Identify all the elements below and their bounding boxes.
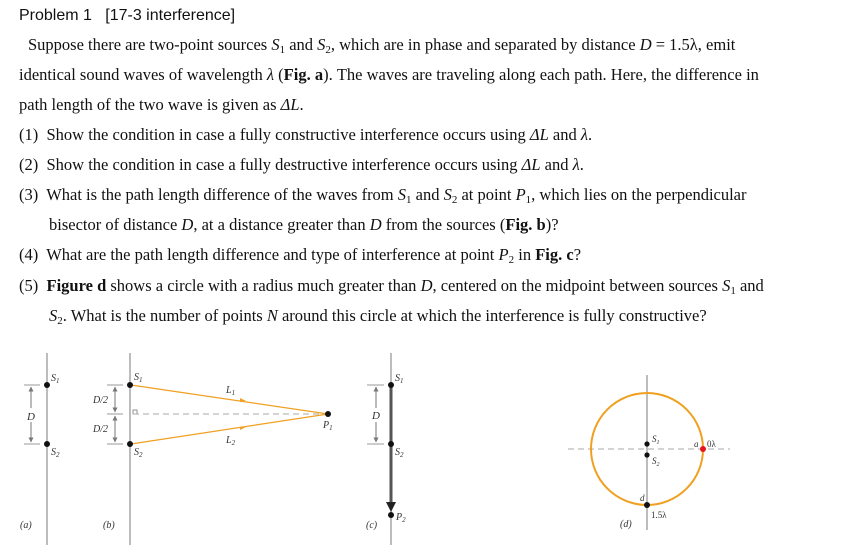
- intro-line-2: [19, 65, 759, 85]
- var-lambda: λ: [572, 155, 580, 174]
- label-p2: $P_2$: [396, 512, 406, 524]
- question-number: (1): [19, 125, 39, 144]
- intro-text: ). The waves are traveling along each path. Here, the difference in: [323, 65, 759, 84]
- var-d: D: [181, 215, 194, 234]
- label-l2: $L_2$: [226, 435, 236, 447]
- source-s1: $S_1$: [271, 35, 286, 56]
- var-lambda: λ: [266, 65, 275, 84]
- figure-d: [568, 375, 730, 530]
- question-text: .: [579, 155, 584, 174]
- label-p1: $P_1$: [323, 420, 333, 432]
- question-number: (3): [19, 185, 39, 204]
- question-number: (5): [19, 276, 39, 295]
- intro-text: = 1.5λ, emit: [651, 35, 736, 54]
- label-s2: $S_2$: [652, 456, 660, 468]
- var-lambda: λ: [580, 125, 588, 144]
- intro-text: identical sound waves of wavelength: [19, 65, 263, 84]
- label-d: D: [27, 411, 35, 423]
- question-text: in: [518, 245, 532, 264]
- question-text: Show the condition in case a fully destructive interference occurs using: [46, 155, 518, 174]
- question-text: , at a distance greater than: [193, 215, 366, 234]
- question-text: and: [552, 125, 577, 144]
- source-s2-dot: [388, 441, 394, 447]
- source-s2: $S_2$: [49, 306, 63, 327]
- question-text: at point: [461, 185, 512, 204]
- question-4: [19, 245, 581, 266]
- question-text: and: [544, 155, 569, 174]
- source-s1-dot: [127, 382, 133, 388]
- label-d: D: [372, 410, 380, 422]
- source-s2: $S_2$: [317, 35, 331, 56]
- label-half-d-top: D/2: [93, 395, 108, 406]
- question-text: and: [415, 185, 440, 204]
- var-n: N: [266, 306, 278, 325]
- figure-c: [366, 353, 406, 545]
- fig-c-ref: Fig. c: [535, 245, 574, 264]
- arrow-l2-icon: [240, 427, 246, 430]
- question-text: and: [739, 276, 764, 295]
- caption-a: (a): [20, 520, 32, 531]
- point-p1-dot: [325, 411, 331, 417]
- question-3: [19, 185, 747, 206]
- figure-a: [20, 353, 60, 545]
- source-s2: $S_2$: [443, 185, 458, 206]
- intro-text: .: [299, 95, 304, 114]
- question-text: , centered on the midpoint between sources: [432, 276, 718, 295]
- point-d-dot: [644, 502, 650, 508]
- var-delta-l: ΔL: [280, 95, 300, 114]
- question-text: What are the path length difference and type of interference at point: [46, 245, 495, 264]
- intro-text: path length of the two wave is given as: [19, 95, 277, 114]
- figure-b: [92, 353, 333, 545]
- point-p2: $P_2$: [498, 245, 515, 266]
- label-d-value: 1.5λ: [651, 510, 667, 520]
- intro-text: , which are in phase and separated by distance: [330, 35, 636, 54]
- source-s1: $S_1$: [722, 276, 736, 297]
- intro-text: Suppose there are two-point sources: [28, 35, 268, 54]
- source-s1-dot: [388, 382, 394, 388]
- question-number: (2): [19, 155, 39, 174]
- label-point-a: a: [694, 439, 699, 449]
- label-point-d: d: [640, 493, 645, 503]
- question-text: . What is the number of points: [62, 306, 263, 325]
- label-s1: $S_1$: [395, 373, 404, 385]
- label-s1: $S_1$: [652, 434, 660, 446]
- intro-line-1: [28, 35, 735, 56]
- caption-d: (d): [620, 519, 632, 530]
- fig-b-ref: Fig. b: [505, 215, 546, 234]
- question-text: .: [588, 125, 593, 144]
- label-a-value: 0λ: [707, 439, 716, 449]
- intro-text: (: [278, 65, 284, 84]
- question-text: What is the path length difference of the waves from: [46, 185, 394, 204]
- label-s2: $S_2$: [134, 447, 143, 459]
- question-text: , which lies on the perpendicular: [531, 185, 747, 204]
- label-s2: $S_2$: [395, 447, 404, 459]
- label-l1: $L_1$: [226, 385, 236, 397]
- intro-text: and: [289, 35, 314, 54]
- source-s2-dot: [44, 441, 50, 447]
- problem-label: Problem 1: [19, 7, 92, 24]
- label-s2: $S_2$: [51, 447, 60, 459]
- question-text: ?: [573, 245, 582, 264]
- intro-line-3: [19, 95, 304, 115]
- question-text: around this circle at which the interference is fully constructive?: [281, 306, 707, 325]
- question-number: (4): [19, 245, 39, 264]
- point-p1: $P_1$: [515, 185, 532, 206]
- question-5: [19, 276, 764, 297]
- question-3-continued: [49, 215, 559, 235]
- question-2: [19, 155, 584, 175]
- source-s2-dot: [644, 452, 649, 457]
- var-delta-l: ΔL: [521, 155, 541, 174]
- problem-title: [19, 7, 235, 25]
- question-text: shows a circle with a radius much greater than: [110, 276, 417, 295]
- var-d: D: [369, 215, 382, 234]
- var-d: D: [420, 276, 433, 295]
- fig-a-ref: Fig. a: [283, 65, 324, 84]
- figure-panel: [0, 345, 857, 558]
- label-s1: $S_1$: [51, 373, 60, 385]
- fig-d-ref: Figure d: [46, 276, 107, 295]
- question-text: bisector of distance: [49, 215, 178, 234]
- label-s1: $S_1$: [134, 372, 143, 384]
- question-1: [19, 125, 592, 145]
- source-s1-dot: [44, 382, 50, 388]
- problem-topic: [17-3 interference]: [105, 7, 236, 24]
- question-text: from the sources (: [385, 215, 506, 234]
- var-d: D: [639, 35, 652, 54]
- source-s1: $S_1$: [397, 185, 412, 206]
- caption-b: (b): [103, 520, 115, 531]
- source-s1-dot: [644, 441, 649, 446]
- question-text: )?: [545, 215, 559, 234]
- point-p2-dot: [388, 512, 394, 518]
- label-half-d-bottom: D/2: [93, 424, 108, 435]
- caption-c: (c): [366, 520, 378, 531]
- point-a-dot: [700, 446, 706, 452]
- var-delta-l: ΔL: [529, 125, 549, 144]
- right-angle-mark: [133, 410, 137, 414]
- question-5-continued: [49, 306, 707, 327]
- arrow-down-icon: [386, 502, 396, 512]
- source-s2-dot: [127, 441, 133, 447]
- question-text: Show the condition in case a fully constructive interference occurs using: [46, 125, 526, 144]
